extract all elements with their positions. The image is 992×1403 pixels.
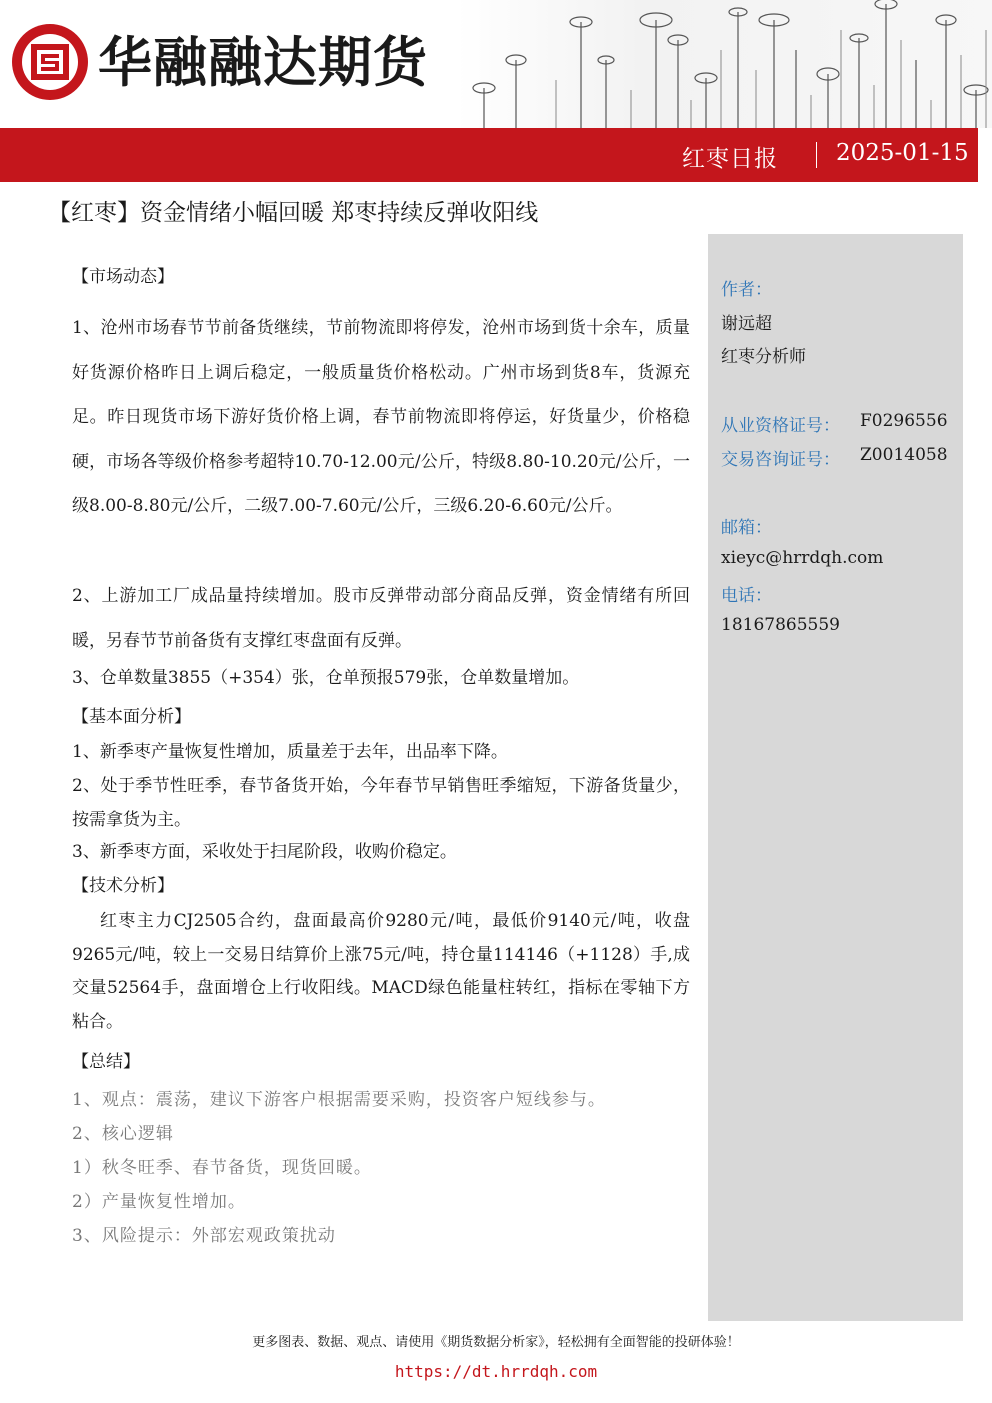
fundamental-paragraph-1: 1、新季枣产量恢复性增加，质量差于去年，出品率下降。 — [72, 742, 508, 762]
brand-name: 华融融达期货 — [98, 31, 428, 94]
author-name: 谢远超 — [721, 314, 772, 334]
author-label: 作者： — [721, 280, 772, 300]
footer-promo: 更多图表、数据、观点、请使用《期货数据分析家》，轻松拥有全面智能的投研体验！ — [252, 1335, 740, 1350]
summary-line-3: 1）秋冬旺季、春节备货，现货回暖。 — [72, 1158, 372, 1178]
summary-line-4: 2）产量恢复性增加。 — [72, 1192, 246, 1212]
report-type: 红枣日报 — [682, 146, 778, 172]
phone-label: 电话： — [721, 586, 772, 606]
author-title: 红枣分析师 — [721, 347, 806, 367]
author-sidebar — [708, 234, 963, 1321]
summary-line-5: 3、风险提示：外部宏观政策扰动 — [72, 1226, 336, 1246]
technical-heading: 【技术分析】 — [72, 876, 174, 896]
summary-line-1: 1、观点：震荡，建议下游客户根据需要采购，投资客户短线参与。 — [72, 1090, 606, 1110]
qualification-label: 从业资格证号： — [721, 416, 840, 436]
banner-separator — [816, 142, 817, 168]
market-paragraph-1: 1、沧州市场春节节前备货继续，节前物流即将停发，沧州市场到货十余车，质量好货源价格昨日上调后稳定，一般质量货价格松动。广州市场到货8车，货源充足。昨日现货市场下游好货价格上调，春节前物流即将停运，好货量少，价格稳硬，市场各等级价格参考超特10.70-12.00元/公斤，特级8.80-10.20元/公斤，一级8.00-8.80元/公斤，二级7.00-7.60元/公斤，三级6.20-6.60元/公斤。 — [72, 318, 690, 517]
summary-line-2: 2、核心逻辑 — [72, 1124, 174, 1144]
consult-number: Z0014058 — [860, 445, 948, 465]
footer-link[interactable]: https://dt.hrrdqh.com — [394, 1362, 598, 1381]
email-label: 邮箱： — [721, 518, 772, 538]
company-logo-icon — [10, 22, 90, 102]
report-date: 2025-01-15 — [836, 140, 969, 166]
email-value: xieyc@hrrdqh.com — [721, 548, 884, 568]
fundamental-paragraph-2: 2、处于季节性旺季，春节备货开始，今年春节早销售旺季缩短，下游备货量少，按需拿货为主。 — [72, 776, 690, 830]
market-heading: 【市场动态】 — [72, 267, 174, 287]
phone-value: 18167865559 — [721, 615, 840, 635]
consult-label: 交易咨询证号： — [721, 450, 840, 470]
market-paragraph-2: 2、上游加工厂成品量持续增加。股市反弹带动部分商品反弹，资金情绪有所回暖，另春节节前备货有支撑红枣盘面有反弹。 — [72, 586, 690, 651]
headline: 【红枣】资金情绪小幅回暖 郑枣持续反弹收阳线 — [48, 200, 539, 226]
decorative-lines-pattern — [456, 0, 992, 128]
market-paragraph-3: 3、仓单数量3855（+354）张，仓单预报579张，仓单数量增加。 — [72, 668, 580, 688]
fundamental-paragraph-3: 3、新季枣方面，采收处于扫尾阶段，收购价稳定。 — [72, 842, 457, 862]
report-banner — [0, 128, 978, 182]
technical-paragraph: 红枣主力CJ2505合约，盘面最高价9280元/吨，最低价9140元/吨，收盘9265元/吨，较上一交易日结算价上涨75元/吨，持仓量114146（+1128）手,成交量52564手，盘面增仓上行收阳线。MACD绿色能量柱转红，指标在零轴下方粘合。 — [72, 911, 690, 1032]
fundamental-heading: 【基本面分析】 — [72, 707, 191, 727]
qualification-number: F0296556 — [860, 411, 948, 431]
summary-heading: 【总结】 — [72, 1052, 140, 1072]
